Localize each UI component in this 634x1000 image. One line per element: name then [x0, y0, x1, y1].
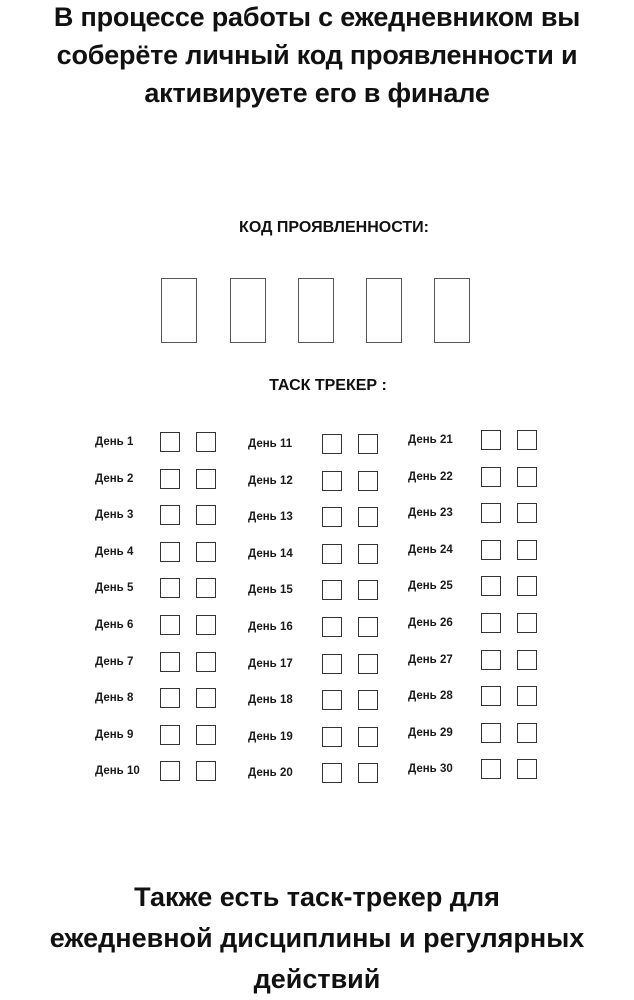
day-checkbox[interactable] — [517, 540, 537, 560]
day-checkbox[interactable] — [196, 505, 216, 525]
intro-caption — [0, 0, 634, 112]
outro-caption-line-2: ежедневной дисциплины и регулярных — [49, 923, 585, 953]
day-label: День 29 — [408, 726, 453, 739]
day-label: День 26 — [408, 617, 453, 629]
day-label: День 9 — [95, 728, 134, 741]
day-checkbox[interactable] — [358, 727, 378, 747]
day-checkbox[interactable] — [517, 759, 537, 779]
day-checkbox[interactable] — [322, 471, 342, 491]
day-checkbox[interactable] — [160, 432, 180, 452]
day-label: День 10 — [95, 765, 140, 778]
day-label: День 17 — [248, 657, 293, 670]
day-checkbox[interactable] — [196, 542, 216, 562]
day-label: День 27 — [408, 653, 453, 666]
day-label: День 1 — [95, 436, 134, 448]
day-checkbox[interactable] — [358, 654, 378, 674]
day-checkbox[interactable] — [160, 725, 180, 745]
code-digit-box[interactable] — [161, 278, 197, 343]
day-checkbox[interactable] — [358, 763, 378, 783]
day-checkbox[interactable] — [322, 617, 342, 637]
day-checkbox[interactable] — [481, 650, 501, 670]
day-label: День 15 — [248, 584, 293, 597]
day-checkbox[interactable] — [517, 576, 537, 596]
day-label: День 5 — [95, 582, 134, 595]
day-checkbox[interactable] — [196, 578, 216, 598]
code-digit-box[interactable] — [230, 278, 266, 343]
intro-caption-line-3: активируете его в финале — [144, 78, 490, 108]
day-checkbox[interactable] — [358, 507, 378, 527]
day-checkbox[interactable] — [196, 469, 216, 489]
intro-caption-line-2: соберёте личный код проявленности и — [56, 40, 578, 70]
day-checkbox[interactable] — [481, 723, 501, 743]
day-checkbox[interactable] — [358, 544, 378, 564]
day-checkbox[interactable] — [196, 761, 216, 781]
day-label: День 12 — [248, 474, 293, 487]
outro-caption — [0, 877, 634, 1000]
day-checkbox[interactable] — [160, 688, 180, 708]
day-label: День 2 — [95, 472, 134, 485]
day-label: День 22 — [408, 470, 453, 483]
day-checkbox[interactable] — [517, 467, 537, 487]
day-checkbox[interactable] — [517, 686, 537, 706]
day-checkbox[interactable] — [160, 615, 180, 635]
day-checkbox[interactable] — [517, 503, 537, 523]
day-label: День 3 — [95, 509, 134, 522]
day-checkbox[interactable] — [196, 688, 216, 708]
outro-caption-line-3: действий — [253, 964, 381, 994]
day-checkbox[interactable] — [481, 576, 501, 596]
intro-caption-line-1: В процессе работы с ежедневником вы — [53, 2, 581, 32]
day-checkbox[interactable] — [160, 542, 180, 562]
day-checkbox[interactable] — [322, 690, 342, 710]
day-checkbox[interactable] — [196, 652, 216, 672]
day-label: День 25 — [408, 580, 453, 593]
day-label: День 8 — [95, 692, 134, 705]
day-checkbox[interactable] — [160, 469, 180, 489]
day-label: День 14 — [248, 547, 293, 560]
code-digit-box[interactable] — [434, 278, 470, 343]
day-label: День 6 — [95, 619, 134, 631]
day-checkbox[interactable] — [517, 430, 537, 450]
day-label: День 30 — [408, 763, 453, 776]
day-checkbox[interactable] — [481, 686, 501, 706]
day-checkbox[interactable] — [481, 467, 501, 487]
day-checkbox[interactable] — [358, 617, 378, 637]
day-checkbox[interactable] — [196, 615, 216, 635]
day-label: День 18 — [248, 694, 293, 707]
day-checkbox[interactable] — [322, 434, 342, 454]
day-label: День 13 — [248, 511, 293, 524]
day-checkbox[interactable] — [160, 652, 180, 672]
day-label: День 24 — [408, 543, 453, 556]
day-label: День 7 — [95, 655, 134, 668]
day-checkbox[interactable] — [160, 761, 180, 781]
day-label: День 23 — [408, 507, 453, 520]
day-label: День 21 — [408, 434, 453, 446]
day-checkbox[interactable] — [481, 540, 501, 560]
day-checkbox[interactable] — [481, 759, 501, 779]
day-checkbox[interactable] — [322, 763, 342, 783]
day-checkbox[interactable] — [322, 507, 342, 527]
outro-caption-line-1: Также есть таск-трекер для — [134, 882, 500, 912]
day-checkbox[interactable] — [358, 434, 378, 454]
day-label: День 4 — [95, 545, 134, 558]
day-checkbox[interactable] — [322, 580, 342, 600]
day-checkbox[interactable] — [160, 578, 180, 598]
day-checkbox[interactable] — [481, 503, 501, 523]
tracker-title: ТАСК ТРЕКЕР : — [269, 377, 387, 394]
code-section-title: КОД ПРОЯВЛЕННОСТИ: — [239, 219, 429, 236]
day-checkbox[interactable] — [322, 727, 342, 747]
day-label: День 19 — [248, 730, 293, 743]
day-label: День 20 — [248, 767, 293, 780]
day-checkbox[interactable] — [322, 654, 342, 674]
code-digit-box[interactable] — [298, 278, 334, 343]
day-checkbox[interactable] — [517, 650, 537, 670]
day-checkbox[interactable] — [517, 613, 537, 633]
day-checkbox[interactable] — [160, 505, 180, 525]
day-checkbox[interactable] — [196, 432, 216, 452]
day-label: День 16 — [248, 621, 293, 633]
day-checkbox[interactable] — [481, 613, 501, 633]
day-label: День 11 — [248, 438, 293, 450]
day-checkbox[interactable] — [358, 580, 378, 600]
day-label: День 28 — [408, 690, 453, 703]
day-checkbox[interactable] — [358, 471, 378, 491]
day-checkbox[interactable] — [196, 725, 216, 745]
day-checkbox[interactable] — [517, 723, 537, 743]
day-checkbox[interactable] — [358, 690, 378, 710]
day-checkbox[interactable] — [322, 544, 342, 564]
code-digit-box[interactable] — [366, 278, 402, 343]
day-checkbox[interactable] — [481, 430, 501, 450]
